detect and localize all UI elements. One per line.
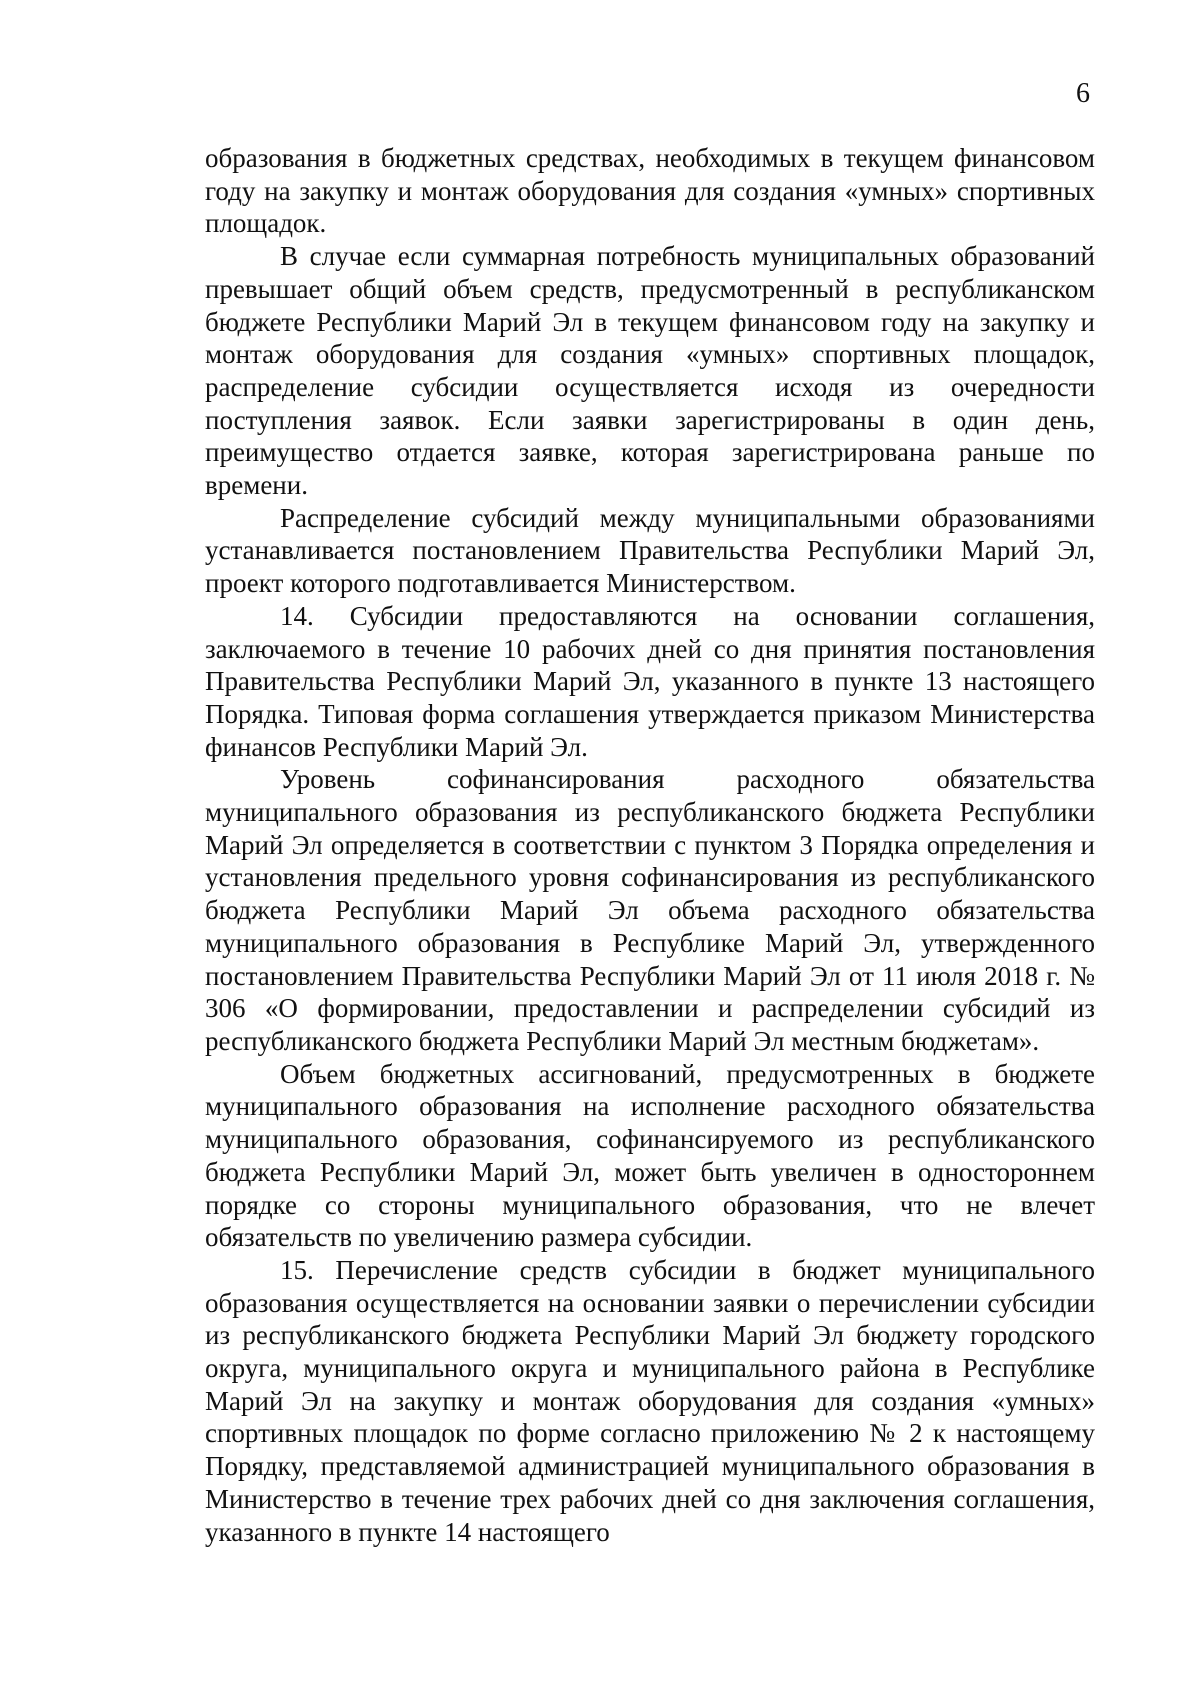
paragraph-item-14: 14. Субсидии предоставляются на основании соглашения, заключаемого в течение 10 рабочих дней со дня принятия постановления Правительства Республики Марий Эл, указанного в пункте 13 настоящего Порядка. Типовая форма соглашения утверждается приказом Министерства финансов Республики Марий Эл. [205, 600, 1095, 762]
paragraph-demand-exceeds-funds: В случае если суммарная потребность муниципальных образований превышает общий объем средств, предусмотренный в республиканском бюджете Республики Марий Эл в текущем финансовом году на закупку и монтаж оборудования для создания «умных» спортивных площадок, распределение субсидии осуществляется исходя из очередности поступления заявок. Если заявки зарегистрированы в один день, преимущество отдается заявке, которая зарегистрирована раньше по времени. [205, 241, 1095, 501]
paragraph-budget-allocations: Объем бюджетных ассигнований, предусмотренных в бюджете муниципального образования на исполнение расходного обязательства муниципального образования, софинансируемого из республиканского бюджета Республики Марий Эл, может быть увеличен в одностороннем порядке со стороны муниципального образования, что не влечет обязательств по увеличению размера субсидии. [205, 1058, 1095, 1253]
paragraph-subsidy-distribution: Распределение субсидий между муниципальными образованиями устанавливается постановлением Правительства Республики Марий Эл, проект которого подготавливается Министерством. [205, 502, 1095, 599]
paragraph-continuation: образования в бюджетных средствах, необходимых в текущем финансовом году на закупку и монтаж оборудования для создания «умных» спортивных площадок. [205, 143, 1095, 239]
document-body [205, 142, 1095, 1548]
paragraph-item-15: 15. Перечисление средств субсидии в бюджет муниципального образования осуществляется на основании заявки о перечислении субсидии из республиканского бюджета Республики Марий Эл бюджету городского округа, муниципального округа и муниципального района в Республике Марий Эл на закупку и монтаж оборудования для создания «умных» спортивных площадок по форме согласно приложению № 2 к настоящему Порядку, представляемой администрацией муниципального образования в Министерство в течение трех рабочих дней со дня заключения соглашения, указанного в пункте 14 настоящего [205, 1254, 1095, 1547]
paragraph-cofinancing-level: Уровень софинансирования расходного обязательства муниципального образования из республиканского бюджета Республики Марий Эл определяется в соответствии с пунктом 3 Порядка определения и установления предельного уровня софинансирования из республиканского бюджета Республики Марий Эл объема расходного обязательства муниципального образования в Республике Марий Эл, утвержденного постановлением Правительства Республики Марий Эл от 11 июля 2018 г. № 306 «О формировании, предоставлении и распределении субсидий из республиканского бюджета Республики Марий Эл местным бюджетам». [205, 764, 1095, 1056]
page-number: 6 [1076, 78, 1090, 109]
